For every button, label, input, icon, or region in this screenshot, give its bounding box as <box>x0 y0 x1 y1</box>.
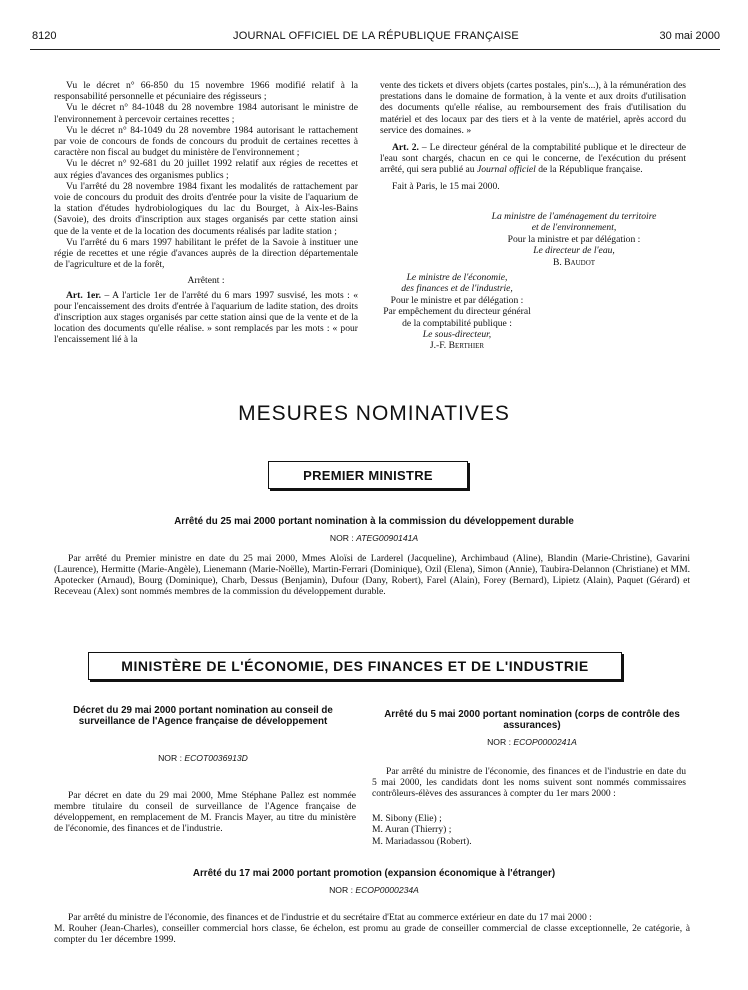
article-1 <box>54 290 358 346</box>
nor-code: ATEG0090141A <box>356 533 419 543</box>
fait-a-paris: Fait à Paris, le 15 mai 2000. <box>392 180 500 192</box>
article-1-label: Art. 1er. <box>66 289 102 301</box>
nor-code: ECOT0036913D <box>184 753 248 763</box>
delegation-line: de la comptabilité publique : <box>402 317 512 329</box>
section-title: MESURES NOMINATIVES <box>238 402 510 425</box>
arrete-5-mai-names <box>372 813 672 847</box>
visa-paragraph: Vu le décret n° 66-850 du 15 novembre 1966 modifié relatif à la responsabilité personnelle et pécuniaire des régisseurs ; <box>54 80 358 103</box>
journal-title: JOURNAL OFFICIEL DE LA RÉPUBLIQUE FRANÇAISE <box>233 30 519 42</box>
premier-ministre-label: PREMIER MINISTRE <box>303 467 433 483</box>
body-paragraph: Par décret en date du 29 mai 2000, Mme Stéphane Pallez est nommée membre titulaire du conseil de surveillance de l'Agence française de développement, en remplacement de M. Francis Mayer, au titre du ministère de l'économie, des finances et de l'industrie. <box>54 790 356 834</box>
premier-ministre-box <box>268 461 468 489</box>
article-2-text: – Le directeur général de la comptabilité publique et le directeur de l'eau sont chargés, chacun en ce qui le concerne, de l'exécution du présent arrêté, qui sera publié au <box>380 142 686 176</box>
signature-block-finance <box>352 272 562 352</box>
arrete-25-mai-title: Arrêté du 25 mai 2000 portant nomination à la commission du développement durable <box>174 516 574 527</box>
arrete-25-mai-nor <box>60 533 688 543</box>
signature-block-environment <box>456 211 692 268</box>
arrete-17-mai-title: Arrêté du 17 mai 2000 portant promotion (expansion économique à l'étranger) <box>192 868 556 879</box>
arrete-17-mai-body <box>54 912 690 945</box>
signatory-name: J.-F. Berthier <box>429 340 485 352</box>
list-item: M. Auran (Thierry) ; <box>372 824 452 836</box>
visa-paragraph: Vu l'arrêté du 6 mars 1997 habilitant le préfet de la Savoie à instituer une régie de recettes et une régie d'avances auprès de la direction départementale de l'agriculture et de la forêt, <box>54 236 358 271</box>
decret-29-mai-body <box>54 790 356 834</box>
decret-29-mai-title: Décret du 29 mai 2000 portant nomination au conseil de surveillance de l'Agence française de développement <box>73 705 333 727</box>
ministere-box <box>88 652 622 680</box>
body-paragraph: Par arrêté du Premier ministre en date du 25 mai 2000, Mmes Aloïsi de Larderel (Jacqueline), Archimbaud (Aline), Blandin (Marie-Christine), Gavarini (Laurence), Hermitte (Marie-Angèle), Lienemann (Marie-Noëlle), Martin-Ferrari (Dominique), Ozil (Elena), Simon (Annie), Taubira-Delannon (Christiane) et MM. Apotecker (Arnaud), Bourg (Dominique), Charb, Dessus (Benjamin), Dufour (Dany, Robert), Farel (Alain), Forey (Bernard), Lipietz (Alain), Paquet (Gérard) et Receveau (Alex) sont nommés membres de la commission du développement durable. <box>54 553 690 597</box>
signatory-role: Le directeur de l'eau, <box>533 245 615 257</box>
arrete-5-mai-nor <box>382 737 682 747</box>
article-2-text-end: de la République française. <box>535 164 643 176</box>
article-2-label: Art. 2. <box>392 142 419 154</box>
arretent-label: Arrêtent : <box>187 275 225 287</box>
nor-label: NOR : <box>329 885 353 895</box>
right-column <box>380 80 686 192</box>
header-rule <box>30 49 720 50</box>
journal-officiel-ref: Journal officiel <box>476 164 536 176</box>
article-1-continuation: vente des tickets et divers objets (cartes postales, pin's...), à la rémunération des prestations dans le domaine de formation, à la vente et aux droits d'utilisation des documents qu'elle réalise, au remboursement des frais d'utilisation du matériel et des locaux par des tiers et à la vente de matériel, après accord du service des domaines. » <box>380 80 686 136</box>
page-header <box>32 30 720 46</box>
visa-paragraph: Vu le décret n° 84-1048 du 28 novembre 1984 autorisant le ministre de l'environnement à percevoir certaines recettes ; <box>54 102 358 125</box>
signatory-name: B. Baudot <box>552 256 596 268</box>
signatory-title: des finances et de l'industrie, <box>401 283 513 295</box>
visa-paragraph: Vu le décret n° 84-1049 du 28 novembre 1984 autorisant le rattachement par voie de concours de fonds de concours du produit de certaines recettes à caractère non fiscal au budget du ministère de l'environnement ; <box>54 124 358 159</box>
delegation-line: Pour la ministre et par délégation : <box>507 233 641 245</box>
arrete-25-mai-body <box>54 553 690 597</box>
delegation-line: Par empêchement du directeur général <box>383 306 531 318</box>
arrete-5-mai-body <box>372 766 686 799</box>
list-item: M. Mariadassou (Robert). <box>372 835 472 847</box>
signatory-title: Le ministre de l'économie, <box>406 272 508 283</box>
arrete-5-mai-title: Arrêté du 5 mai 2000 portant nomination (corps de contrôle des assurances) <box>384 709 680 731</box>
article-1-text: – A l'article 1er de l'arrêté du 6 mars 1997 susvisé, les mots : « pour l'encaissement des droits d'entrée à l'aquarium de ladite station, des droits d'inscription aux stages organisés par cette station ainsi que de la vente et de la location des documents qu'elle réalise. » sont remplacés par les mots : « pour l'encaissement lié à la <box>54 289 358 346</box>
nor-code: ECOP0000234A <box>355 885 419 895</box>
body-paragraph: Par arrêté du ministre de l'économie, des finances et de l'industrie et du secrétaire d'Etat au commerce extérieur en date du 17 mai 2000 : <box>68 912 592 923</box>
body-paragraph: M. Rouher (Jean-Charles), conseiller commercial hors classe, 6e échelon, est promu au grade de conseiller commercial de classe exceptionnelle, 2e catégorie, à compter du 1er décembre 1999. <box>54 923 690 945</box>
visa-paragraph: Vu l'arrêté du 28 novembre 1984 fixant les modalités de rattachement par voie de concours du produit des droits d'entrée pour la visite de l'aquarium de la station d'études hydrobiologiques du lac du Bourget, à Aix-les-Bains (Savoie), des droits d'inscription aux stages organisés par cette station ainsi que de la vente et de la location des documents réalisés par ladite station ; <box>54 180 358 237</box>
decret-29-mai-nor <box>68 753 338 763</box>
nor-code: ECOP0000241A <box>513 737 577 747</box>
nor-label: NOR : <box>487 737 511 747</box>
nor-label: NOR : <box>158 753 182 763</box>
arrete-17-mai-nor <box>60 885 688 895</box>
article-2 <box>380 142 686 176</box>
signatory-title: La ministre de l'aménagement du territoire <box>491 211 657 222</box>
list-item: M. Sibony (Elie) ; <box>372 813 442 824</box>
page-number: 8120 <box>32 30 57 42</box>
delegation-line: Pour le ministre et par délégation : <box>390 294 524 306</box>
issue-date: 30 mai 2000 <box>659 30 720 42</box>
visa-paragraph: Vu le décret n° 92-681 du 20 juillet 1992 relatif aux régies de recettes et aux régies d'avances des organismes publics ; <box>54 158 358 181</box>
signatory-role: Le sous-directeur, <box>422 329 492 341</box>
signatory-title: et de l'environnement, <box>531 222 617 234</box>
body-paragraph: Par arrêté du ministre de l'économie, des finances et de l'industrie en date du 5 mai 2000, les candidats dont les noms suivent sont nommés commissaires contrôleurs-élèves des assurances à compter du 1er mars 2000 : <box>372 766 686 799</box>
left-column <box>54 80 358 346</box>
ministere-label: MINISTÈRE DE L'ÉCONOMIE, DES FINANCES ET DE L'INDUSTRIE <box>121 658 589 674</box>
nor-label: NOR : <box>329 533 354 543</box>
